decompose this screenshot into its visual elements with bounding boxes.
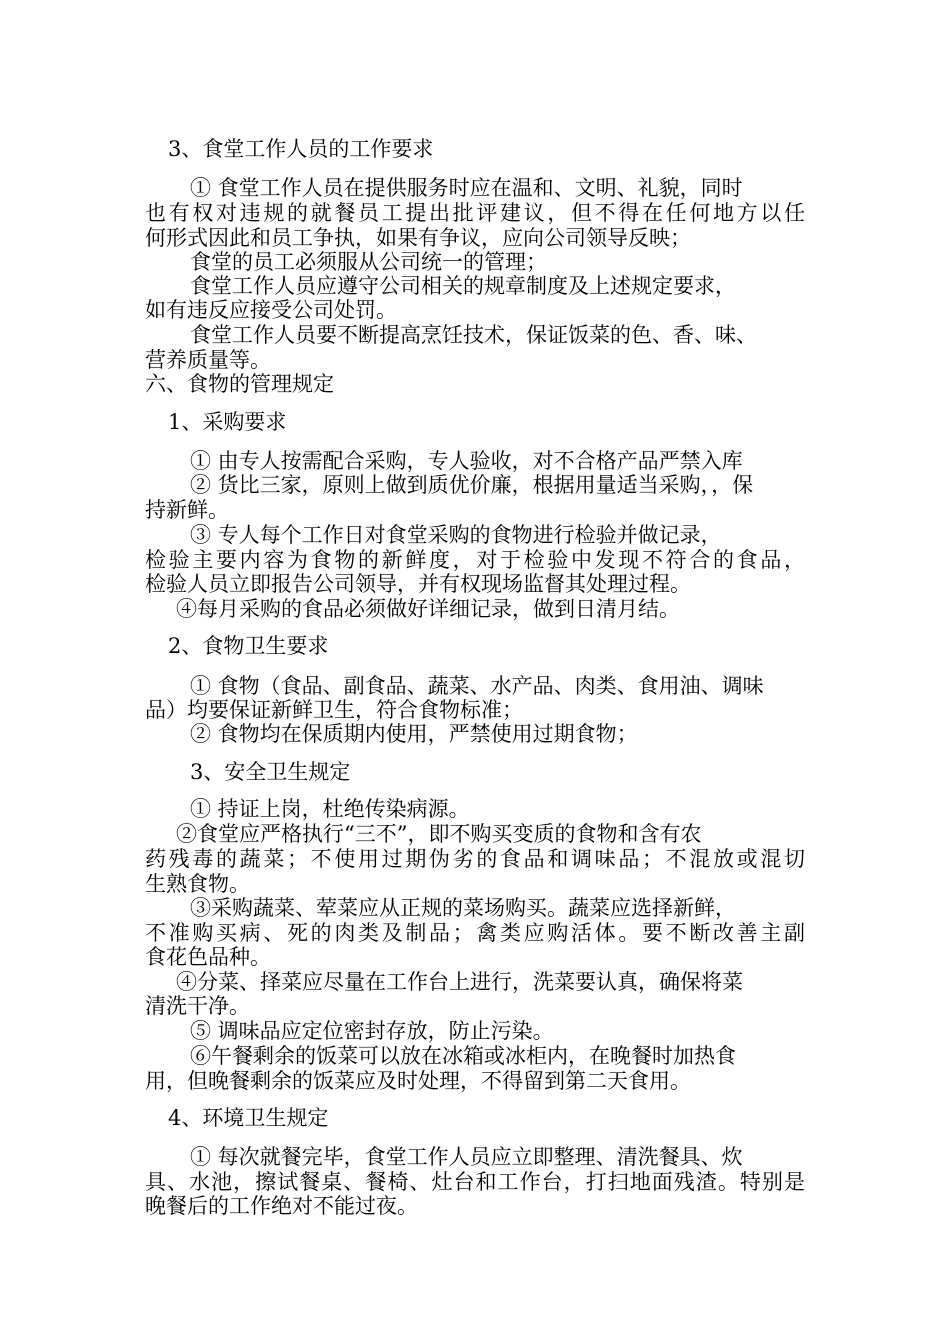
paragraph-line: 也有权对违规的就餐员工提出批评建议，但不得在任何地方以任 — [145, 201, 805, 225]
sub-heading: 4、环境卫生规定 — [168, 1106, 329, 1130]
list-item: ① 持证上岗，杜绝传染病源。 — [190, 797, 470, 821]
list-item: ① 每次就餐完毕，食堂工作人员应立即整理、清洗餐具、炊 — [190, 1145, 743, 1169]
sub-heading: 1、采购要求 — [168, 410, 287, 434]
section-heading: 3、食堂工作人员的工作要求 — [168, 137, 434, 161]
list-item: 药残毒的蔬菜；不使用过期伪劣的食品和调味品；不混放或混切 — [145, 847, 805, 871]
list-item: ⑥午餐剩余的饭菜可以放在冰箱或冰柜内，在晚餐时加热食 — [190, 1044, 736, 1068]
list-item: ④每月采购的食品必须做好详细记录，做到日清月结。 — [176, 597, 680, 621]
list-item: 不准购买病、死的肉类及制品；禽类应购活体。要不断改善主副 — [145, 921, 805, 945]
sub-heading: 2、食物卫生要求 — [168, 634, 329, 658]
list-item: 晚餐后的工作绝对不能过夜。 — [145, 1194, 418, 1218]
paragraph-line: 食堂的员工必须服从公司统一的管理； — [190, 250, 547, 274]
list-item: 检验人员立即报告公司领导，并有权现场监督其处理过程。 — [145, 572, 691, 596]
list-item: 品）均要保证新鲜卫生，符合食物标准； — [145, 698, 523, 722]
list-item: ④分菜、择菜应尽量在工作台上进行，洗菜要认真，确保将菜 — [176, 970, 743, 994]
list-item: ③ 专人每个工作日对食堂采购的食物进行检验并做记录， — [190, 523, 722, 547]
list-item: ② 货比三家，原则上做到质优价廉，根据用量适当采购，，保 — [190, 473, 754, 497]
list-item: 清洗干净。 — [145, 994, 250, 1018]
list-item: 食花色品种。 — [145, 945, 271, 969]
list-item: ⑤ 调味品应定位密封存放，防止污染。 — [190, 1019, 554, 1043]
paragraph-line: 如有违反应接受公司处罚。 — [145, 298, 397, 322]
list-item: ③采购蔬菜、荤菜应从正规的菜场购买。蔬菜应选择新鲜， — [190, 896, 736, 920]
list-item: ② 食物均在保质期内使用，严禁使用过期食物； — [190, 722, 638, 746]
chapter-heading: 六、食物的管理规定 — [145, 372, 334, 396]
paragraph-line: ① 食堂工作人员在提供服务时应在温和、文明、礼貌，同时 — [190, 176, 743, 200]
list-item: 用，但晚餐剩余的饭菜应及时处理，不得留到第二天食用。 — [145, 1069, 691, 1093]
paragraph-line: 食堂工作人员应遵守公司相关的规章制度及上述规定要求， — [190, 274, 736, 298]
paragraph-line: 何形式因此和员工争执，如果有争议，应向公司领导反映； — [145, 226, 691, 250]
list-item: ① 食物（食品、副食品、蔬菜、水产品、肉类、食用油、调味 — [190, 674, 764, 698]
paragraph-line: 食堂工作人员要不断提高烹饪技术，保证饭菜的色、香、味、 — [190, 323, 757, 347]
list-item: ②食堂应严格执行“三不”，即不购买变质的食物和含有农 — [176, 822, 702, 846]
list-item: ① 由专人按需配合采购，专人验收，对不合格产品严禁入库 — [190, 449, 743, 473]
paragraph-line: 营养质量等。 — [145, 348, 271, 372]
list-item: 具、水池，擦试餐桌、餐椅、灶台和工作台，打扫地面残渣。特别是 — [145, 1170, 805, 1194]
list-item: 检验主要内容为食物的新鲜度，对于检验中发现不符合的食品， — [145, 548, 805, 572]
sub-heading: 3、安全卫生规定 — [190, 760, 351, 784]
list-item: 生熟食物。 — [145, 872, 250, 896]
list-item: 持新鲜。 — [145, 498, 229, 522]
